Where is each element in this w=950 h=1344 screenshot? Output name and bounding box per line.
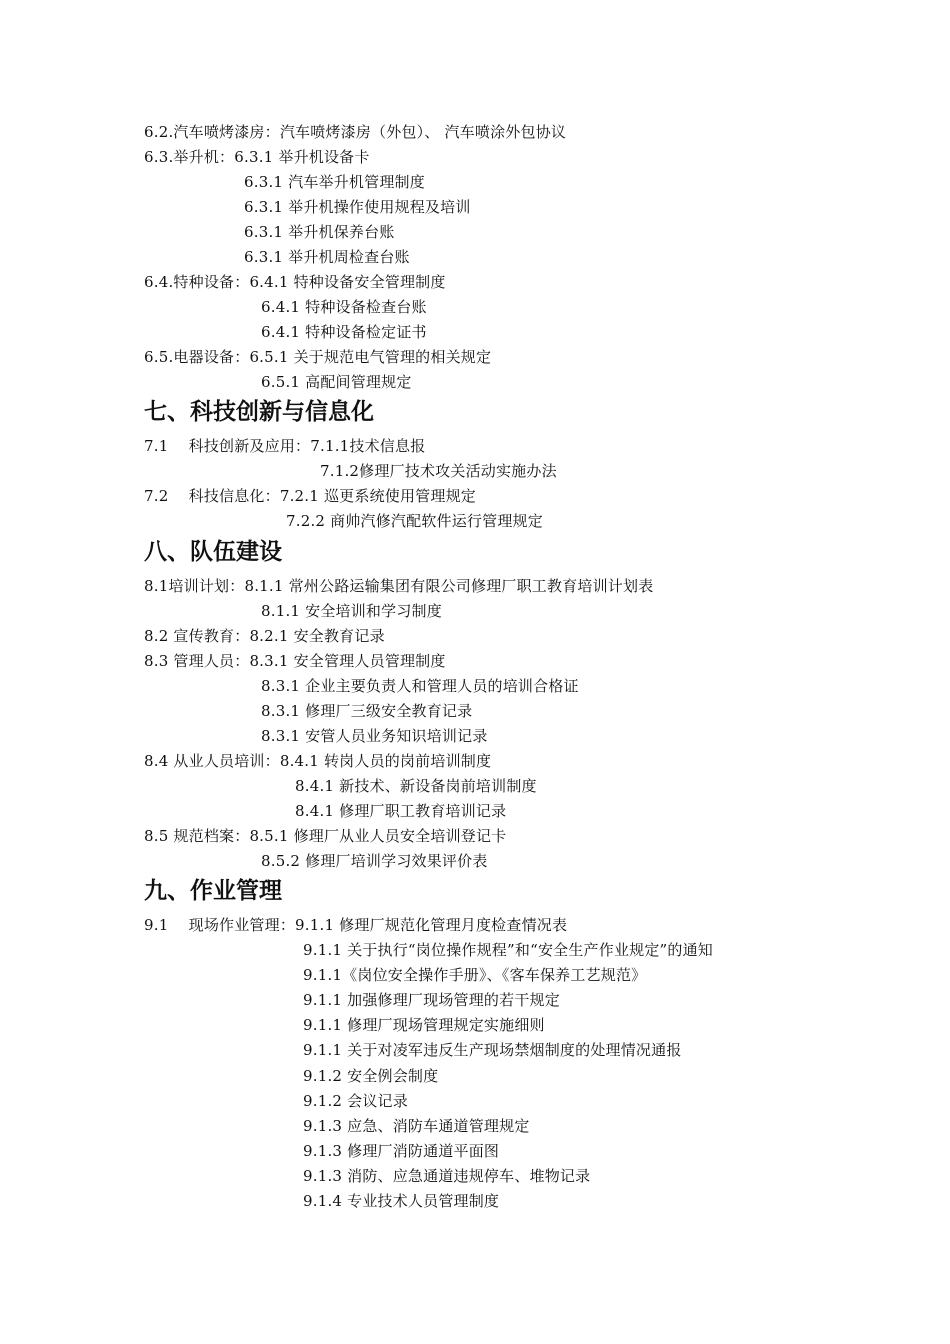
- item-text: 9.1.2 安全例会制度: [303, 1067, 439, 1085]
- list-item: [303, 1066, 438, 1086]
- list-item: [144, 436, 425, 456]
- category-label: 7.1 科技创新及应用：: [144, 437, 311, 455]
- item-text: 8.1.1 常州公路运输集团有限公司修理厂职工教育培训计划表: [244, 577, 654, 595]
- list-item: [144, 147, 370, 167]
- item-text: 6.4.1 特种设备安全管理制度: [249, 273, 446, 291]
- list-item: [303, 1141, 499, 1161]
- list-item: [144, 826, 506, 846]
- list-item: [303, 1015, 545, 1035]
- category-label: 8.4 从业人员培训：: [144, 752, 280, 770]
- list-item: [144, 122, 566, 142]
- list-item: [303, 1166, 590, 1186]
- list-item: [303, 965, 646, 985]
- item-text: 9.1.1 修理厂现场管理规定实施细则: [303, 1016, 545, 1034]
- item-text: 7.1.1技术信息报: [310, 437, 426, 455]
- list-item: [144, 272, 446, 292]
- item-text: 7.2.2 商帅汽修汽配软件运行管理规定: [286, 512, 543, 530]
- item-text: 9.1.2 会议记录: [303, 1092, 408, 1110]
- item-text: 6.3.1 举升机周检查台账: [244, 248, 410, 266]
- list-item: [261, 601, 442, 621]
- item-text: 8.3.1 企业主要负责人和管理人员的培训合格证: [261, 677, 579, 695]
- item-text: 9.1.4 专业技术人员管理制度: [303, 1192, 500, 1210]
- item-text: 9.1.1 关于对凌军违反生产现场禁烟制度的处理情况通报: [303, 1041, 682, 1059]
- item-text: 6.4.1 特种设备检定证书: [261, 323, 427, 341]
- list-item: [303, 1116, 530, 1136]
- item-text: 9.1.1《岗位安全操作手册》、《客车保养工艺规范》: [303, 966, 647, 984]
- list-item: [261, 851, 488, 871]
- category-label: 6.4.特种设备：: [144, 273, 250, 291]
- list-item: [295, 776, 537, 796]
- list-item: [261, 322, 427, 342]
- item-text: 6.3.1 汽车举升机管理制度: [244, 173, 425, 191]
- item-text: 6.3.1 举升机保养台账: [244, 223, 395, 241]
- list-item: [261, 297, 427, 317]
- list-item: [320, 461, 557, 481]
- item-text: 8.2.1 安全教育记录: [249, 627, 385, 645]
- item-text: 8.3.1 安管人员业务知识培训记录: [261, 727, 488, 745]
- item-text: 6.3.1 举升机设备卡: [234, 148, 370, 166]
- item-text: 8.3.1 修理厂三级安全教育记录: [261, 702, 473, 720]
- list-item: [303, 940, 713, 960]
- item-text: 9.1.1 关于执行“岗位操作规程”和“安全生产作业规定”的通知: [303, 941, 714, 959]
- list-item: [303, 1091, 408, 1111]
- list-item: [286, 511, 543, 531]
- item-text: 7.2.1 巡更系统使用管理规定: [279, 487, 476, 505]
- category-label: 8.5 规范档案：: [144, 827, 250, 845]
- section-heading: 七、科技创新与信息化: [144, 399, 374, 425]
- item-text: 8.1.1 安全培训和学习制度: [261, 602, 442, 620]
- item-text: 6.5.1 关于规范电气管理的相关规定: [249, 348, 492, 366]
- list-item: [144, 486, 476, 506]
- list-item: [144, 915, 567, 935]
- item-text: 8.5.1 修理厂从业人员安全培训登记卡: [249, 827, 507, 845]
- item-text: 8.3.1 安全管理人员管理制度: [249, 652, 446, 670]
- item-text: 6.4.1 特种设备检查台账: [261, 298, 427, 316]
- list-item: [244, 172, 425, 192]
- category-label: 6.5.电器设备：: [144, 348, 250, 366]
- list-item: [144, 651, 446, 671]
- item-text: 汽车喷烤漆房（外包）、 汽车喷涂外包协议: [279, 123, 567, 141]
- list-item: [261, 372, 412, 392]
- category-label: 8.3 管理人员：: [144, 652, 250, 670]
- category-label: 8.1培训计划：: [144, 577, 245, 595]
- list-item: [144, 626, 385, 646]
- item-text: 9.1.3 修理厂消防通道平面图: [303, 1142, 500, 1160]
- category-label: 8.2 宣传教育：: [144, 627, 250, 645]
- list-item: [261, 726, 488, 746]
- list-item: [295, 801, 506, 821]
- list-item: [144, 347, 491, 367]
- list-item: [261, 701, 472, 721]
- list-item: [244, 222, 395, 242]
- item-text: 9.1.3 消防、应急通道违规停车、堆物记录: [303, 1167, 591, 1185]
- category-label: 6.3.举升机：: [144, 148, 235, 166]
- list-item: [303, 1191, 499, 1211]
- list-item: [244, 197, 471, 217]
- item-text: 8.5.2 修理厂培训学习效果评价表: [261, 852, 488, 870]
- list-item: [303, 1040, 682, 1060]
- category-label: 7.2 科技信息化：: [144, 487, 280, 505]
- section-heading: 九、作业管理: [144, 878, 282, 904]
- list-item: [244, 247, 410, 267]
- item-text: 8.4.1 新技术、新设备岗前培训制度: [295, 777, 537, 795]
- item-text: 8.4.1 转岗人员的岗前培训制度: [279, 752, 492, 770]
- list-item: [303, 990, 560, 1010]
- category-label: 9.1 现场作业管理：: [144, 916, 296, 934]
- category-label: 6.2.汽车喷烤漆房：: [144, 123, 280, 141]
- item-text: 9.1.3 应急、消防车通道管理规定: [303, 1117, 530, 1135]
- item-text: 7.1.2修理厂技术攻关活动实施办法: [320, 462, 557, 480]
- item-text: 8.4.1 修理厂职工教育培训记录: [295, 802, 507, 820]
- section-heading: 八、队伍建设: [144, 539, 282, 565]
- list-item: [144, 751, 491, 771]
- list-item: [261, 676, 579, 696]
- item-text: 9.1.1 加强修理厂现场管理的若干规定: [303, 991, 560, 1009]
- item-text: 6.3.1 举升机操作使用规程及培训: [244, 198, 471, 216]
- item-text: 9.1.1 修理厂规范化管理月度检查情况表: [295, 916, 568, 934]
- item-text: 6.5.1 高配间管理规定: [261, 373, 412, 391]
- list-item: [144, 576, 653, 596]
